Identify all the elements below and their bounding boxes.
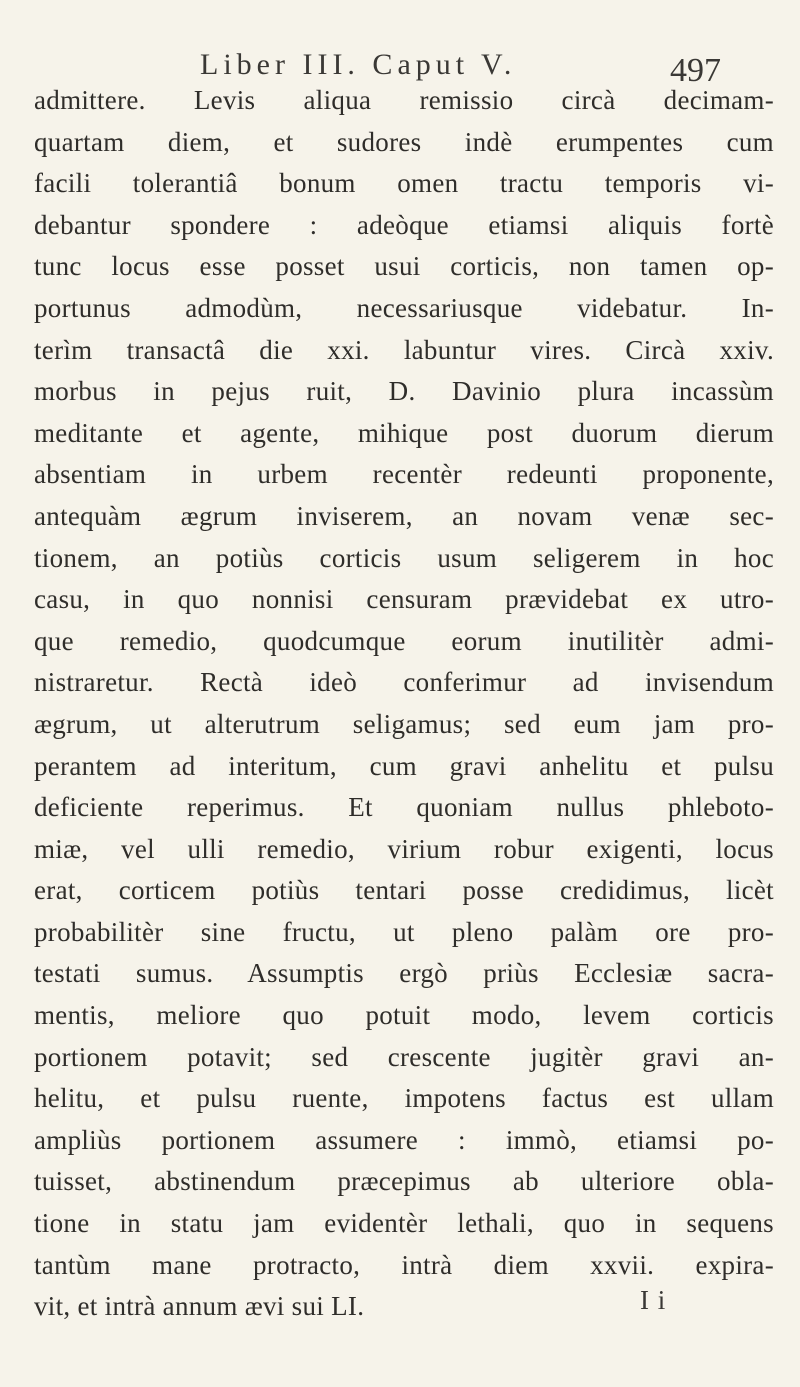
text-line: portionem potavit; sed crescente jugitèr gravi an-: [34, 1041, 774, 1072]
text-line: tunc locus esse posset usui corticis, non tamen op-: [34, 251, 774, 282]
text-line: miæ, vel ulli remedio, virium robur exigenti, locus: [34, 833, 774, 864]
text-line: terìm transactâ die xxi. labuntur vires. Circà xxiv.: [34, 334, 774, 365]
text-line: casu, in quo nonnisi censuram prævidebat ex utro-: [34, 584, 774, 615]
text-line: deficiente reperimus. Et quoniam nullus phleboto-: [34, 792, 774, 823]
text-line: portunus admodùm, necessariusque videbatur. In-: [34, 292, 774, 323]
text-line: tione in statu jam evidentèr lethali, quo in sequens: [34, 1208, 774, 1239]
text-line: debantur spondere : adeòque etiamsi aliquis fortè: [34, 209, 774, 240]
signature-mark: I i: [640, 1285, 667, 1315]
text-line: nistraretur. Rectà ideò conferimur ad invisendum: [34, 667, 774, 698]
text-line: tuisset, abstinendum præcepimus ab ulteriore obla-: [34, 1166, 774, 1197]
text-line: meditante et agente, mihique post duorum dierum: [34, 417, 774, 448]
text-line: que remedio, quodcumque eorum inutilitèr admi-: [34, 625, 774, 656]
text-line: testati sumus. Assumptis ergò priùs Ecclesiæ sacra-: [34, 958, 774, 989]
text-line: ampliùs portionem assumere : immò, etiamsi po-: [34, 1124, 774, 1155]
text-line: ægrum, ut alterutrum seligamus; sed eum jam pro-: [34, 708, 774, 739]
text-line: morbus in pejus ruit, D. Davinio plura incassùm: [34, 376, 774, 407]
text-line: facili tolerantiâ bonum omen tractu temporis vi-: [34, 168, 774, 199]
running-title: Liber III. Caput V.: [200, 48, 517, 81]
text-line: probabilitèr sine fructu, ut pleno palàm ore pro-: [34, 916, 774, 947]
text-line-last: vit, et intrà annum ævi sui LI.: [34, 1291, 365, 1322]
text-line: helitu, et pulsu ruente, impotens factus est ullam: [34, 1083, 774, 1114]
text-line: perantem ad interitum, cum gravi anhelitu et pulsu: [34, 750, 774, 781]
text-line: tionem, an potiùs corticis usum seligerem in hoc: [34, 542, 774, 573]
text-line: antequàm ægrum inviserem, an novam venæ sec-: [34, 500, 774, 531]
body-text: [34, 80, 774, 1328]
text-line: quartam diem, et sudores indè erumpentes cum: [34, 126, 774, 157]
text-line: erat, corticem potiùs tentari posse credidimus, licèt: [34, 875, 774, 906]
text-line: tantùm mane protracto, intrà diem xxvii. expira-: [34, 1249, 774, 1280]
text-line: absentiam in urbem recentèr redeunti proponente,: [34, 459, 774, 490]
text-line: mentis, meliore quo potuit modo, levem corticis: [34, 1000, 774, 1031]
text-line: admittere. Levis aliqua remissio circà decimam-: [34, 85, 774, 115]
page-number: 497: [670, 52, 721, 89]
